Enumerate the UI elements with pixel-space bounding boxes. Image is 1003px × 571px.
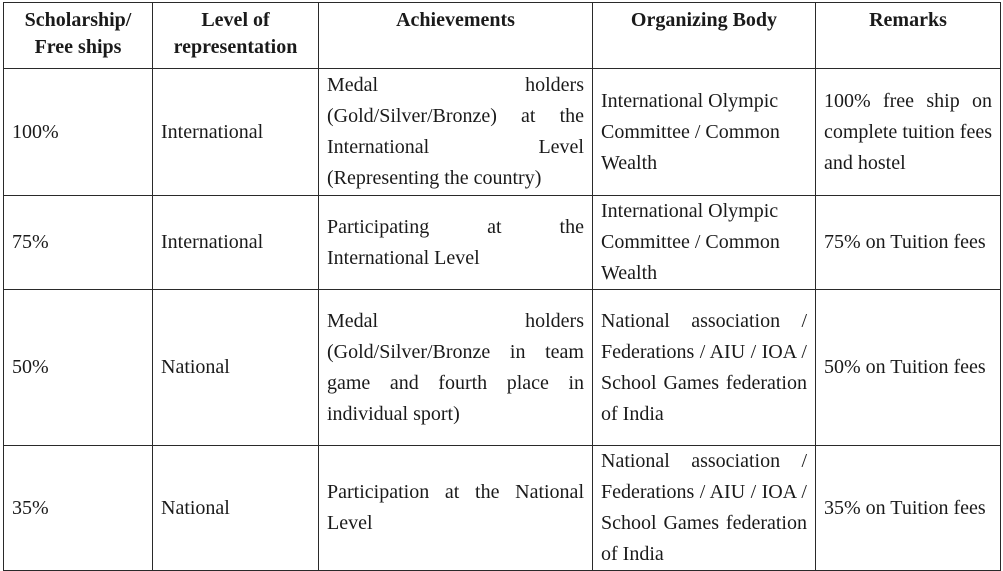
remarks-cell: 50% on Tuition fees [816, 290, 1001, 446]
remarks-cell: 35% on Tuition fees [816, 446, 1001, 571]
organizing-body-cell: National association / Federations / AIU / IOA / School Games federation of India [593, 290, 816, 446]
level-cell: National [153, 446, 319, 571]
table-row [4, 69, 1001, 196]
header-remarks: Remarks [816, 3, 1001, 69]
scholarship-cell: 35% [4, 446, 153, 571]
header-scholarship: Scholarship/ Free ships [4, 3, 153, 69]
achievements-cell: Medal holders (Gold/Silver/Bronze) at the International Level (Representing the country) [319, 69, 593, 196]
header-level: Level of representation [153, 3, 319, 69]
organizing-body-cell: National association / Federations / AIU / IOA / School Games federation of India [593, 446, 816, 571]
achievements-cell: Participation at the National Level [319, 446, 593, 571]
remarks-cell: 100% free ship on complete tuition fees and hostel [816, 69, 1001, 196]
table-row [4, 290, 1001, 446]
header-row [4, 3, 1001, 69]
level-cell: International [153, 69, 319, 196]
remarks-cell: 75% on Tuition fees [816, 196, 1001, 290]
scholarship-cell: 100% [4, 69, 153, 196]
scholarship-table [3, 2, 1001, 571]
level-cell: National [153, 290, 319, 446]
table-row [4, 446, 1001, 571]
organizing-body-cell: International Olympic Committee / Common Wealth [593, 196, 816, 290]
header-achievements: Achievements [319, 3, 593, 69]
achievements-cell: Participating at the International Level [319, 196, 593, 290]
header-organizing-body: Organizing Body [593, 3, 816, 69]
level-cell: International [153, 196, 319, 290]
table-row [4, 196, 1001, 290]
organizing-body-cell: International Olympic Committee / Common Wealth [593, 69, 816, 196]
achievements-cell: Medal holders (Gold/Silver/Bronze in team game and fourth place in individual sport) [319, 290, 593, 446]
scholarship-cell: 75% [4, 196, 153, 290]
scholarship-cell: 50% [4, 290, 153, 446]
